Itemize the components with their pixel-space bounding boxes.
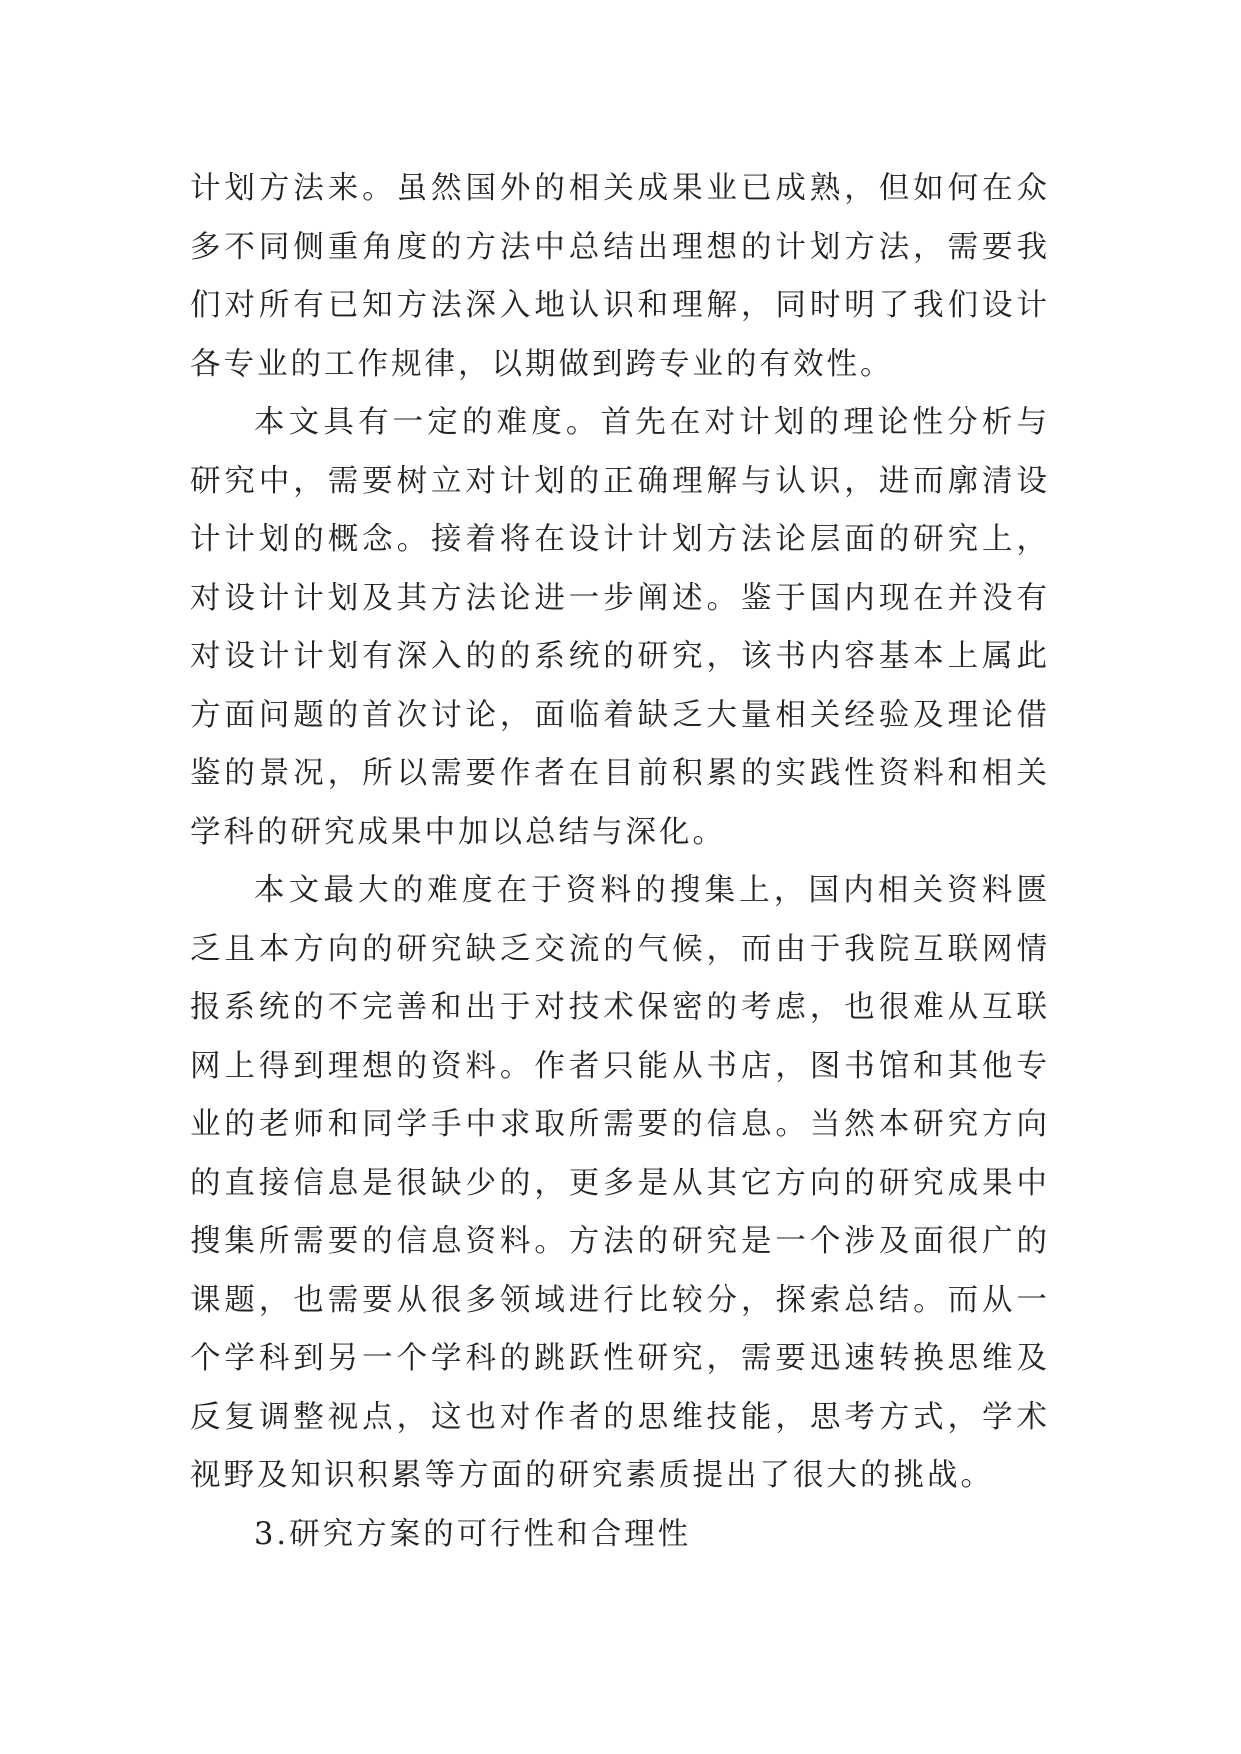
- paragraph-data-collection: 本文最大的难度在于资料的搜集上，国内相关资料匮乏且本方向的研究缺乏交流的气候，而由于我院互联网情报系统的不完善和出于对技术保密的考虑，也很难从互联网上得到理想的资料。作者只能从书店，图书馆和其他专业的老师和同学手中求取所需要的信息。当然本研究方向的直接信息是很缺少的，更多是从其它方向的研究成果中搜集所需要的信息资料。方法的研究是一个涉及面很广的课题，也需要从很多领域进行比较分，探索总结。而从一个学科到另一个学科的跳跃性研究，需要迅速转换思维及反复调整视点，这也对作者的思维技能，思考方式，学术视野及知识积累等方面的研究素质提出了很大的挑战。: [190, 873, 1050, 1493]
- paragraph-difficulty: 本文具有一定的难度。首先在对计划的理论性分析与研究中，需要树立对计划的正确理解与认识，进而廓清设计计划的概念。接着将在设计计划方法论层面的研究上，对设计计划及其方法论进一步阐述。鉴于国内现在并没有对设计计划有深入的的系统的研究，该书内容基本上属此方面问题的首次讨论，面临着缺乏大量相关经验及理论借鉴的景况，所以需要作者在目前积累的实践性资料和相关学科的研究成果中加以总结与深化。: [190, 405, 1050, 850]
- paragraph-continuation: 计划方法来。虽然国外的相关成果业已成熟，但如何在众多不同侧重角度的方法中总结出理想的计划方法，需要我们对所有已知方法深入地认识和理解，同时明了我们设计各专业的工作规律，以期做到跨专业的有效性。: [190, 171, 1050, 382]
- section-heading: 3.研究方案的可行性和合理性: [254, 1516, 692, 1552]
- document-body: [190, 160, 1050, 1564]
